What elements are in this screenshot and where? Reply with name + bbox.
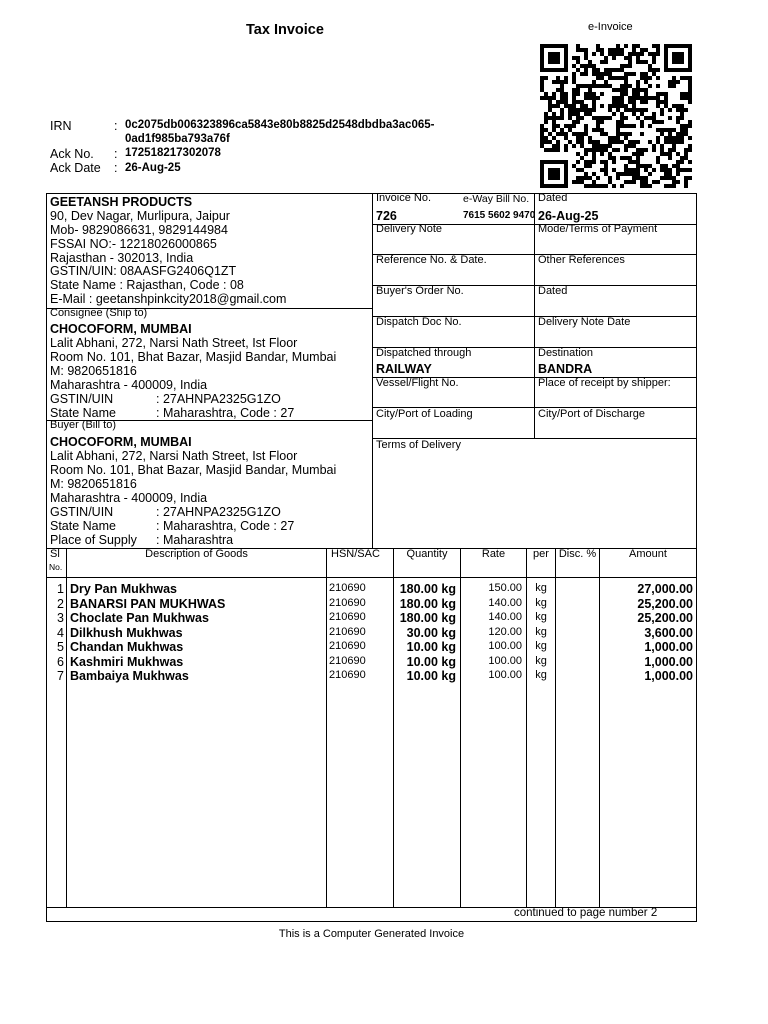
col-line-desc xyxy=(326,548,327,908)
continued-note: continued to page number 2 xyxy=(514,907,658,919)
seller-state: State Name : Rajasthan, Code : 08 xyxy=(50,278,244,292)
delivery-note-date-label: Delivery Note Date xyxy=(538,316,631,328)
consignee-mobile: M: 9820651816 xyxy=(50,364,137,378)
irn-value-line2: 0ad1f985ba793a76f xyxy=(125,133,230,145)
row-description: Kashmiri Mukhwas xyxy=(70,654,184,669)
row-description: Chandan Mukhwas xyxy=(70,640,184,654)
seller-name: GEETANSH PRODUCTS xyxy=(50,195,193,209)
consignee-address-2: Room No. 101, Bhat Bazar, Masjid Bandar, Mumbai xyxy=(50,350,337,364)
row-hsn: 210690 xyxy=(329,625,366,638)
place-of-receipt-label: Place of receipt by shipper: xyxy=(538,377,671,389)
row-description: Dry Pan Mukhwas xyxy=(70,582,177,596)
row-per: kg xyxy=(535,654,547,667)
row-per: kg xyxy=(535,611,547,623)
row-rate: 120.00 xyxy=(488,625,522,638)
dated-label: Dated xyxy=(538,192,568,204)
col-line-si xyxy=(66,548,67,908)
irn-label: IRN xyxy=(50,119,72,133)
ack-no-value: 172518217302078 xyxy=(125,147,221,159)
buyer-state: : Maharashtra, Code : 27 xyxy=(156,519,295,533)
consignee-region: Maharashtra - 400009, India xyxy=(50,378,208,392)
row-per: kg xyxy=(535,582,547,594)
delivery-note-label: Delivery Note xyxy=(376,223,443,235)
dispatched-through-value: RAILWAY xyxy=(376,362,432,376)
seller-email: E-Mail : geetanshpinkcity2018@gmail.com xyxy=(50,292,287,306)
row-quantity: 10.00 kg xyxy=(406,654,456,669)
row-hsn: 210690 xyxy=(329,596,366,609)
vessel-flight-label: Vessel/Flight No. xyxy=(376,377,459,389)
row-per: kg xyxy=(535,669,547,681)
mode-terms-label: Mode/Terms of Payment xyxy=(538,223,658,235)
row-description: Dilkhush Mukhwas xyxy=(70,625,183,640)
row-si: 6 xyxy=(57,654,64,669)
row-rate: 100.00 xyxy=(488,640,522,652)
buyer-address-1: Lalit Abhani, 272, Narsi Nath Street, Ist Floor xyxy=(50,449,298,463)
consignee-name: CHOCOFORM, MUMBAI xyxy=(50,322,192,336)
row-quantity: 180.00 kg xyxy=(399,596,456,611)
row-hsn: 210690 xyxy=(329,640,366,652)
row-per: kg xyxy=(535,640,547,652)
col-header-hsn: HSN/SAC xyxy=(331,548,380,560)
consignee-gstin-label: GSTIN/UIN xyxy=(50,392,114,406)
row-quantity: 180.00 kg xyxy=(399,582,456,596)
row-si: 1 xyxy=(57,582,64,596)
buyer-address-2: Room No. 101, Bhat Bazar, Masjid Bandar, Mumbai xyxy=(50,463,337,477)
col-header-rate: Rate xyxy=(481,548,506,560)
buyer-place-of-supply: : Maharashtra xyxy=(156,533,234,547)
seller-address: 90, Dev Nagar, Murlipura, Jaipur xyxy=(50,209,230,223)
ack-date-label: Ack Date xyxy=(50,161,101,175)
port-loading-label: City/Port of Loading xyxy=(376,408,473,420)
row-description: Choclate Pan Mukhwas xyxy=(70,611,209,625)
frame-left-line xyxy=(46,193,47,922)
terms-of-delivery-label: Terms of Delivery xyxy=(376,439,461,451)
col-header-description: Description of Goods xyxy=(145,548,248,560)
row-amount: 1,000.00 xyxy=(644,654,693,669)
row-rate: 100.00 xyxy=(488,669,522,681)
row-si: 7 xyxy=(57,669,64,683)
row-rate: 150.00 xyxy=(488,582,522,594)
row-rate: 140.00 xyxy=(488,596,522,609)
port-discharge-label: City/Port of Discharge xyxy=(538,408,645,420)
frame-right-line xyxy=(696,193,697,922)
address-details-divider xyxy=(372,193,373,548)
buyers-order-label: Buyer's Order No. xyxy=(376,285,464,297)
row-amount: 1,000.00 xyxy=(644,669,693,683)
reference-label: Reference No. & Date. xyxy=(376,254,487,266)
row-si: 4 xyxy=(57,625,64,640)
row-hsn: 210690 xyxy=(329,611,366,623)
row-rate: 100.00 xyxy=(488,654,522,667)
buyer-gstin-label: GSTIN/UIN xyxy=(50,505,114,519)
eway-bill-value: 7615 5602 9470 xyxy=(463,210,536,221)
dated-value: 26-Aug-25 xyxy=(538,209,599,223)
document-title: Tax Invoice xyxy=(246,22,324,38)
buyer-gstin: : 27AHNPA2325G1ZO xyxy=(156,505,281,519)
row-per: kg xyxy=(535,625,547,638)
buyer-name: CHOCOFORM, MUMBAI xyxy=(50,435,192,449)
col-header-quantity: Quantity xyxy=(406,548,448,560)
row-amount: 25,200.00 xyxy=(637,596,693,611)
buyer-section-label: Buyer (Bill to) xyxy=(50,419,117,431)
col-header-amount: Amount xyxy=(629,548,667,560)
row-quantity: 10.00 kg xyxy=(406,669,456,683)
irn-value-line1: 0c2075db006323896ca5843e80b8825d2548dbdba3ac065- xyxy=(125,119,435,131)
dispatched-through-label: Dispatched through xyxy=(376,347,472,359)
row-hsn: 210690 xyxy=(329,669,366,681)
col-line-per xyxy=(555,548,556,908)
row-hsn: 210690 xyxy=(329,582,366,594)
col-header-no: No. xyxy=(49,562,63,572)
row-si: 3 xyxy=(57,611,64,625)
buyer-place-of-supply-label: Place of Supply xyxy=(50,533,137,547)
dispatch-doc-label: Dispatch Doc No. xyxy=(376,316,462,328)
row-quantity: 10.00 kg xyxy=(406,640,456,654)
ack-date-value: 26-Aug-25 xyxy=(125,162,181,174)
row-rate: 140.00 xyxy=(488,611,522,623)
col-header-disc: Disc. % xyxy=(558,548,597,560)
consignee-section-label: Consignee (Ship to) xyxy=(50,307,148,319)
qr-code-icon xyxy=(540,44,692,188)
buyer-state-label: State Name xyxy=(50,519,117,533)
seller-region: Rajasthan - 302013, India xyxy=(50,251,194,265)
seller-fssai: FSSAI NO:- 12218026000865 xyxy=(50,237,217,251)
row-si: 5 xyxy=(57,640,64,654)
ack-date-colon: : xyxy=(114,161,118,175)
ack-no-label: Ack No. xyxy=(50,147,94,161)
eway-bill-label: e-Way Bill No. xyxy=(463,193,530,205)
row-per: kg xyxy=(535,596,547,609)
row-quantity: 180.00 kg xyxy=(399,611,456,625)
invoice-no-label: Invoice No. xyxy=(376,192,432,204)
irn-colon: : xyxy=(114,119,118,133)
order-dated-label: Dated xyxy=(538,285,568,297)
row-si: 2 xyxy=(57,596,64,611)
other-references-label: Other References xyxy=(538,254,625,266)
invoice-no-value: 726 xyxy=(376,209,397,223)
row-amount: 1,000.00 xyxy=(644,640,693,654)
destination-label: Destination xyxy=(538,347,594,359)
row-description: Bambaiya Mukhwas xyxy=(70,669,189,683)
frame-bottom-line xyxy=(46,921,697,922)
row-amount: 3,600.00 xyxy=(644,625,693,640)
row-quantity: 30.00 kg xyxy=(406,625,456,640)
einvoice-label: e-Invoice xyxy=(588,21,633,33)
col-header-per: per xyxy=(533,548,549,560)
buyer-region: Maharashtra - 400009, India xyxy=(50,491,208,505)
consignee-address-1: Lalit Abhani, 272, Narsi Nath Street, Ist Floor xyxy=(50,336,298,350)
computer-generated-note: This is a Computer Generated Invoice xyxy=(278,928,465,940)
buyer-mobile: M: 9820651816 xyxy=(50,477,137,491)
destination-value: BANDRA xyxy=(538,362,593,376)
consignee-state-label: State Name xyxy=(50,406,117,420)
col-header-si: Sl xyxy=(50,548,60,560)
row-amount: 25,200.00 xyxy=(637,611,693,625)
seller-mobile: Mob- 9829086631, 9829144984 xyxy=(50,223,228,237)
row-hsn: 210690 xyxy=(329,654,366,667)
consignee-gstin: : 27AHNPA2325G1ZO xyxy=(156,392,281,406)
seller-gstin: GSTIN/UIN: 08AASFG2406Q1ZT xyxy=(50,264,237,278)
consignee-state: : Maharashtra, Code : 27 xyxy=(156,406,295,420)
ack-no-colon: : xyxy=(114,147,118,161)
row-amount: 27,000.00 xyxy=(637,582,693,596)
row-description: BANARSI PAN MUKHWAS xyxy=(70,596,226,611)
